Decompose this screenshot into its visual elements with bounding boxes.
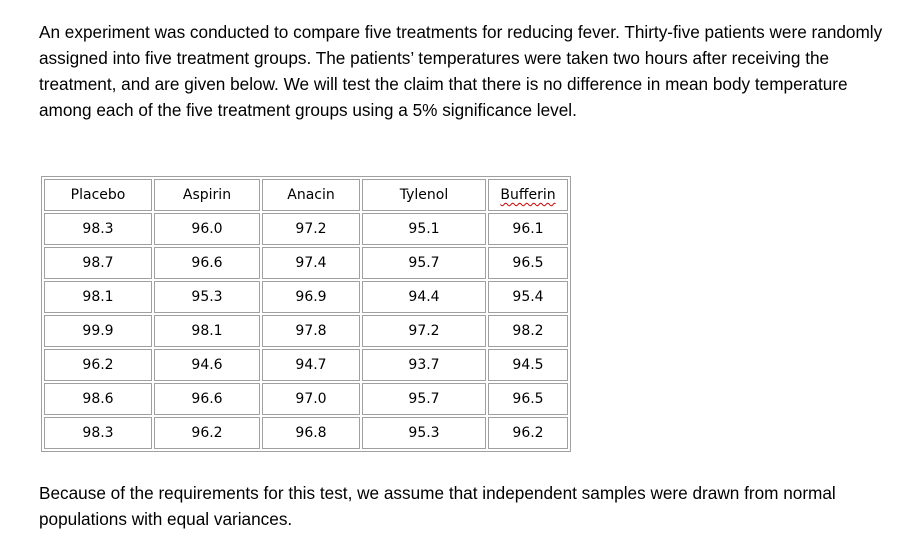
table-cell: 98.1 — [154, 315, 260, 347]
table-cell: 95.4 — [488, 281, 568, 313]
table-cell: 98.6 — [44, 383, 152, 415]
table-cell: 96.0 — [154, 213, 260, 245]
table-cell: 96.1 — [488, 213, 568, 245]
table-row — [44, 315, 568, 347]
table-cell: 97.8 — [262, 315, 360, 347]
table-cell: 96.2 — [154, 417, 260, 449]
table-cell: 96.8 — [262, 417, 360, 449]
table-cell: 95.7 — [362, 247, 486, 279]
table-row — [44, 213, 568, 245]
table-cell: 96.6 — [154, 247, 260, 279]
table-cell: 97.2 — [362, 315, 486, 347]
table-cell: 94.4 — [362, 281, 486, 313]
table-cell: 98.1 — [44, 281, 152, 313]
table-row — [44, 417, 568, 449]
table-cell: 96.5 — [488, 383, 568, 415]
table-cell: 98.7 — [44, 247, 152, 279]
table-cell: 97.4 — [262, 247, 360, 279]
table-cell: 97.2 — [262, 213, 360, 245]
table-cell: 96.5 — [488, 247, 568, 279]
table-header-row — [44, 179, 568, 211]
assumptions-paragraph: Because of the requirements for this test, we assume that independent samples were drawn from normal populations with equal variances. — [39, 483, 836, 529]
table-row — [44, 281, 568, 313]
header-placebo: Placebo — [44, 179, 152, 211]
table-cell: 97.0 — [262, 383, 360, 415]
problem-intro-paragraph: An experiment was conducted to compare five treatments for reducing fever. Thirty-five patients were randomly assigned into five treatment groups. The patients’ temperatures were taken two hours after receiving the treatment, and are given below. We will test the claim that there is no difference in mean body temperature among each of the five treatment groups using a 5% significance level. — [39, 22, 883, 120]
table-cell: 96.6 — [154, 383, 260, 415]
table-cell: 95.3 — [154, 281, 260, 313]
table-cell: 99.9 — [44, 315, 152, 347]
table-row — [44, 349, 568, 381]
header-tylenol: Tylenol — [362, 179, 486, 211]
table-cell: 95.1 — [362, 213, 486, 245]
temperature-data-table — [41, 176, 571, 452]
table-cell: 95.3 — [362, 417, 486, 449]
header-anacin: Anacin — [262, 179, 360, 211]
table-cell: 93.7 — [362, 349, 486, 381]
table-cell: 94.6 — [154, 349, 260, 381]
header-bufferin — [488, 179, 568, 211]
table-row — [44, 247, 568, 279]
table-cell: 95.7 — [362, 383, 486, 415]
table-cell: 96.9 — [262, 281, 360, 313]
table-cell: 98.2 — [488, 315, 568, 347]
table-cell: 94.5 — [488, 349, 568, 381]
table-cell: 96.2 — [44, 349, 152, 381]
header-bufferin-label: Bufferin — [500, 187, 556, 203]
table-cell: 98.3 — [44, 417, 152, 449]
header-aspirin: Aspirin — [154, 179, 260, 211]
table-cell: 96.2 — [488, 417, 568, 449]
table-row — [44, 383, 568, 415]
table-cell: 98.3 — [44, 213, 152, 245]
table-cell: 94.7 — [262, 349, 360, 381]
